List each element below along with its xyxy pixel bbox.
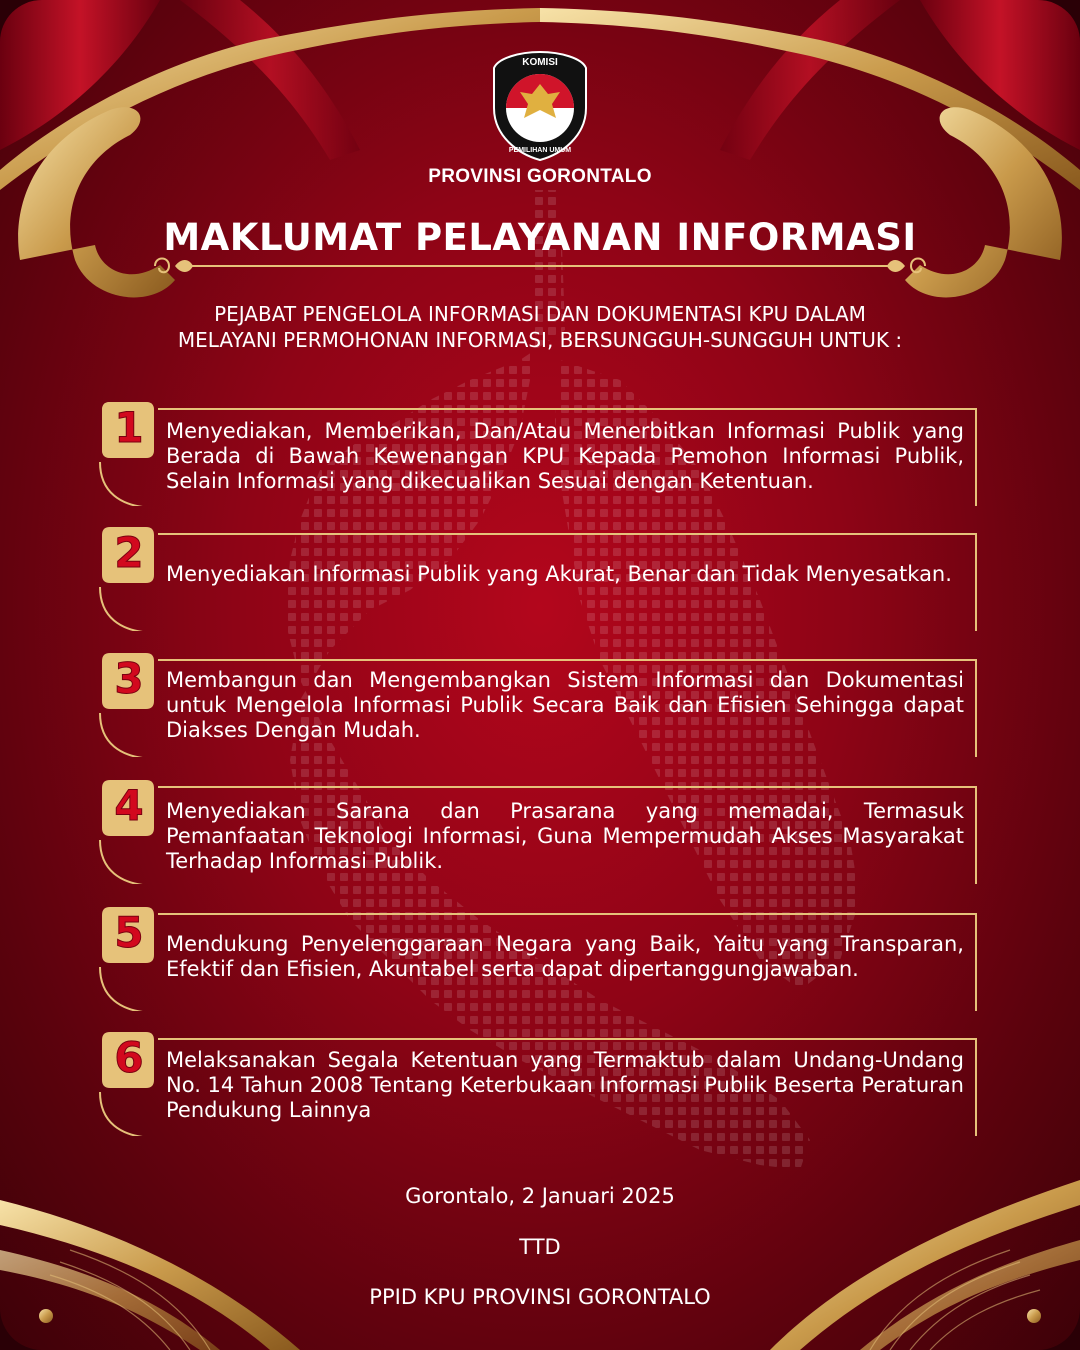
list-item-4	[98, 780, 980, 884]
intro-text	[0, 301, 1080, 353]
title-divider	[145, 252, 935, 282]
item-text: Menyediakan, Memberikan, Dan/Atau Menerbitkan Informasi Publik yang Berada di Bawah Kewenangan KPU Kepada Pemohon Informasi Publik, Selain Informasi yang dikecualikan Sesuai dengan Ketentuan.	[166, 419, 964, 493]
list-item-1	[98, 402, 980, 506]
corner-dot-left	[39, 1309, 53, 1323]
item-number: 6	[114, 1033, 144, 1082]
corner-dot-right	[1027, 1309, 1041, 1323]
item-text: Melaksanakan Segala Ketentuan yang Termaktub dalam Undang-Undang No. 14 Tahun 2008 Tentang Keterbukaan Informasi Publik Beserta Peraturan Pendukung Lainnya	[166, 1048, 964, 1122]
signature-mark: TTD	[519, 1235, 561, 1259]
kpu-logo	[490, 48, 590, 163]
item-text: Menyediakan Sarana dan Prasarana yang memadai, Termasuk Pemanfaatan Teknologi Informasi, Guna Mempermudah Akses Masyarakat Terhadap Informasi Publik.	[166, 799, 964, 873]
item-number: 1	[114, 403, 144, 452]
page-title: MAKLUMAT PELAYANAN INFORMASI	[163, 216, 917, 259]
item-text: Membangun dan Mengembangkan Sistem Informasi dan Dokumentasi untuk Mengelola Informasi Publik Secara Baik dan Efisien Sehingga dapat Diakses Dengan Mudah.	[166, 668, 964, 742]
list-item-5	[98, 907, 980, 1011]
item-number: 5	[114, 908, 144, 957]
intro-line-2: MELAYANI PERMOHONAN INFORMASI, BERSUNGGUH-SUNGGUH UNTUK :	[177, 328, 903, 352]
item-number: 2	[114, 528, 144, 577]
item-number: 3	[114, 654, 144, 703]
list-item-6	[98, 1032, 980, 1136]
list-item-2	[98, 527, 980, 631]
signer-name: PPID KPU PROVINSI GORONTALO	[369, 1285, 711, 1309]
item-text: Menyediakan Informasi Publik yang Akurat, Benar dan Tidak Menyesatkan.	[166, 562, 952, 586]
logo-text-top: KOMISI	[522, 57, 558, 68]
item-text: Mendukung Penyelenggaraan Negara yang Baik, Yaitu yang Transparan, Efektif dan Efisien, Akuntabel serta dapat dipertanggungjawaban.	[166, 932, 964, 981]
logo-text-bottom: PEMILIHAN UMUM	[508, 147, 572, 154]
place-date: Gorontalo, 2 Januari 2025	[405, 1184, 675, 1208]
list-item-3	[98, 653, 980, 757]
province-label: PROVINSI GORONTALO	[428, 166, 652, 187]
intro-line-1: PEJABAT PENGELOLA INFORMASI DAN DOKUMENTASI KPU DALAM	[214, 302, 866, 326]
item-number: 4	[114, 781, 144, 830]
